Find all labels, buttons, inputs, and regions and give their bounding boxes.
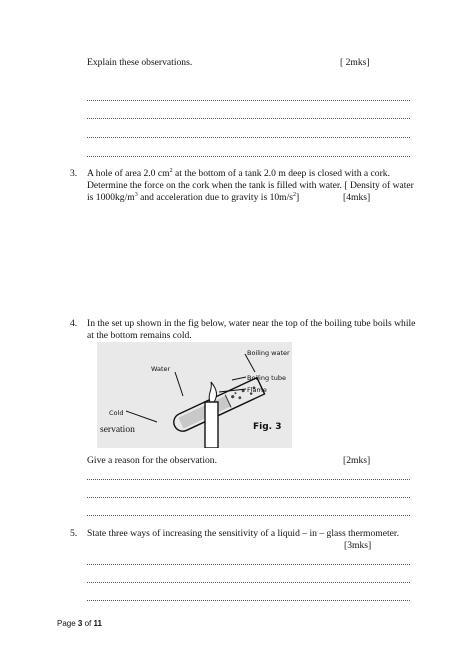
label-boiling-water: Boiling water: [247, 349, 290, 357]
q4-prompt: Give a reason for the observation.: [87, 455, 218, 466]
label-water: Water: [151, 365, 171, 373]
answer-line: [87, 156, 410, 157]
label-flame: Flame: [247, 386, 267, 394]
answer-line: [87, 137, 410, 138]
q3-marks: [4mks]: [343, 192, 371, 203]
q2-prompt: Explain these observations.: [87, 57, 193, 68]
q4-number: 4.: [70, 318, 78, 329]
label-servation: servation: [100, 425, 135, 435]
q4-line1: In the set up shown in the fig below, water near the top of the boiling tube boils while: [87, 318, 416, 329]
burner-icon: [205, 402, 218, 448]
label-cold: Cold: [109, 409, 124, 417]
q4-marks: [2mks]: [343, 455, 371, 466]
answer-line: [87, 515, 410, 516]
q5-marks: [3mks]: [344, 540, 372, 551]
answer-line: [87, 600, 410, 601]
page-footer: Page 3 of 11: [57, 619, 102, 628]
answer-line: [87, 118, 410, 119]
label-boiling-tube: Boiling tube: [247, 374, 286, 382]
answer-line: [87, 479, 410, 480]
figure-caption: Fig. 3: [253, 422, 282, 432]
q5-line1: State three ways of increasing the sensitivity of a liquid – in – glass thermometer.: [87, 528, 399, 539]
q4-line2: at the bottom remains cold.: [87, 330, 192, 341]
q3-line2: Determine the force on the cork when the tank is filled with water. [ Density of water: [87, 180, 414, 191]
answer-line: [87, 582, 410, 583]
q3-line3: is $1000kg/m^3$ and acceleration due to gravity is $10m/s^2$]: [87, 192, 300, 203]
answer-line: [87, 100, 410, 101]
answer-line: [87, 564, 410, 565]
q3-line1: A hole of area 2.0 $cm^2$ at the bottom of a tank 2.0 m deep is closed with a cork.: [87, 168, 390, 179]
q3-number: 3.: [70, 168, 78, 179]
answer-line: [87, 497, 410, 498]
q5-number: 5.: [70, 528, 78, 539]
q2-marks: [ 2mks]: [340, 57, 370, 68]
boiling-tube-figure: [97, 342, 292, 448]
